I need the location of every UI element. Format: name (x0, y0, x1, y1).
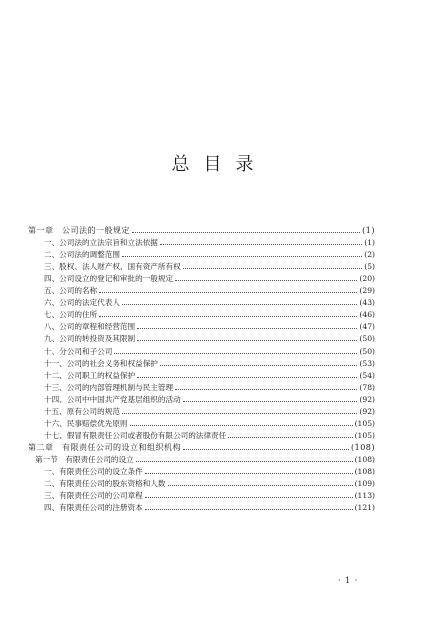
dot-leader (183, 443, 349, 450)
toc-entry-label: 十、分公司和子公司 (44, 346, 113, 356)
toc-entry-row (44, 467, 375, 477)
toc-entry-row (44, 274, 375, 284)
title-char: 总 (171, 154, 190, 175)
toc-entry-row (44, 371, 375, 381)
toc-page-number: (109) (354, 479, 375, 489)
toc-entry-row (44, 262, 375, 272)
dot-leader (183, 395, 358, 402)
toc-entry-label: 十三、公司的内部管理机制与民主管理 (44, 382, 174, 392)
toc-page-number: (78) (359, 382, 375, 392)
toc-entry-row (44, 250, 375, 260)
dot-leader (114, 347, 357, 354)
toc-entry-label: 十一、公司的社会义务和权益保护 (44, 358, 158, 368)
toc-page-number: (46) (359, 310, 375, 320)
toc-page-number: (50) (359, 346, 375, 356)
toc-page-number: (50) (359, 334, 375, 344)
toc-entry-row (44, 298, 375, 308)
toc-entry-label: 三、有限责任公司的公司章程 (44, 491, 143, 501)
toc-entry-label: 二、公司法的调整范围 (44, 250, 120, 260)
toc-entry-label: 一、公司法的立法宗旨和立法依据 (44, 238, 158, 248)
toc-entry-label: 四、公司设立的登记和审批的一般规定 (44, 274, 174, 284)
toc-entry-label: 十四、公司中中国共产党基层组织的活动 (44, 394, 181, 404)
toc-entry-label: 七、公司的住所 (44, 310, 98, 320)
dot-leader (122, 407, 357, 414)
toc-page-number: (20) (359, 274, 375, 284)
dot-leader (183, 262, 363, 269)
dot-leader (145, 491, 353, 498)
dot-leader (130, 419, 353, 426)
toc-page-number: (113) (354, 491, 375, 501)
toc-entry-label: 四、有限责任公司的注册资本 (44, 503, 143, 513)
toc-entry-label: 三、股权、法人财产权、国有资产所有权 (44, 262, 181, 272)
dot-leader (132, 226, 360, 233)
toc-page-number: (92) (359, 406, 375, 416)
toc-page-number: (53) (359, 358, 375, 368)
toc-entry-row (44, 359, 375, 369)
toc-entry-label: 六、公司的法定代表人 (44, 298, 120, 308)
toc-entry-row (44, 347, 375, 357)
toc-page-number: (121) (354, 503, 375, 513)
dot-leader (99, 286, 357, 293)
dot-leader (137, 322, 357, 329)
dot-leader (160, 238, 362, 245)
toc-page-number: (2) (364, 250, 375, 260)
toc-entry-label: 十二、公司职工的权益保护 (44, 370, 136, 380)
toc-entry-label: 一、有限责任公司的设立条件 (44, 467, 143, 476)
toc-entry-label: 九、公司的转投资及其限制 (44, 334, 136, 344)
toc-page-number: (105) (354, 430, 375, 440)
toc-entry-label: 十七、假冒有限责任公司或者股份有限公司的法律责任 (44, 430, 227, 440)
dot-leader (228, 431, 352, 438)
toc-entry-row (44, 322, 375, 332)
toc-entry-row (35, 455, 375, 465)
dot-leader (160, 359, 358, 366)
toc-page-number: (5) (364, 262, 375, 272)
toc-entry-row (44, 286, 375, 296)
toc-entry-row (44, 395, 375, 405)
toc-entry-label: 第一节 有限责任公司的设立 (35, 454, 134, 464)
toc-page-number: (1) (362, 226, 375, 235)
dot-leader (137, 371, 357, 378)
title-char: 目 (203, 154, 222, 175)
toc-entry-label: 五、公司的名称 (44, 286, 98, 296)
toc-entry-row (44, 503, 375, 513)
toc-page-number: (108) (354, 467, 375, 476)
dot-leader (122, 298, 357, 305)
toc-chapter-row (28, 443, 375, 453)
toc-page-number: (105) (354, 418, 375, 428)
toc-entry-label: 十六、民事赔偿优先原则 (44, 418, 128, 428)
toc-page-number: (108) (354, 454, 375, 464)
toc-entry-row (44, 383, 375, 393)
dot-leader (99, 310, 357, 317)
dot-leader (175, 383, 357, 390)
dot-leader (122, 250, 362, 257)
toc-entry-row (44, 407, 375, 417)
toc-entry-row (44, 419, 375, 429)
toc-entry-row (44, 491, 375, 501)
toc-entry-row (44, 238, 375, 248)
page-number: · 1 · (338, 576, 359, 585)
page-title (0, 150, 425, 176)
toc-entry-label: 二、有限责任公司的股东资格和人数 (44, 479, 166, 489)
dot-leader (168, 479, 353, 486)
toc-page-number: (108) (350, 442, 375, 452)
dot-leader (175, 274, 357, 281)
toc-entry-row (44, 431, 375, 441)
toc-entry-row (44, 479, 375, 489)
toc-chapter-row (28, 226, 375, 236)
toc-page-number: (43) (359, 298, 375, 308)
toc-page-number: (47) (359, 322, 375, 332)
toc-entry-row (44, 310, 375, 320)
toc-entry-label: 第一章 公司法的一般规定 (28, 226, 130, 235)
toc-entry-label: 第二章 有限责任公司的设立和组织机构 (28, 442, 181, 452)
toc-page-number: (29) (359, 286, 375, 296)
dot-leader (137, 334, 357, 341)
toc-entry-row (44, 334, 375, 344)
toc-page-number: (1) (364, 238, 375, 248)
toc-page-number: (54) (359, 370, 375, 380)
dot-leader (136, 455, 353, 462)
toc-entry-label: 十五、原有公司的规范 (44, 406, 120, 416)
title-char: 录 (235, 154, 254, 175)
dot-leader (145, 467, 353, 474)
dot-leader (145, 503, 353, 510)
toc-entry-label: 八、公司的章程和经营范围 (44, 322, 136, 332)
toc-page-number: (92) (359, 394, 375, 404)
